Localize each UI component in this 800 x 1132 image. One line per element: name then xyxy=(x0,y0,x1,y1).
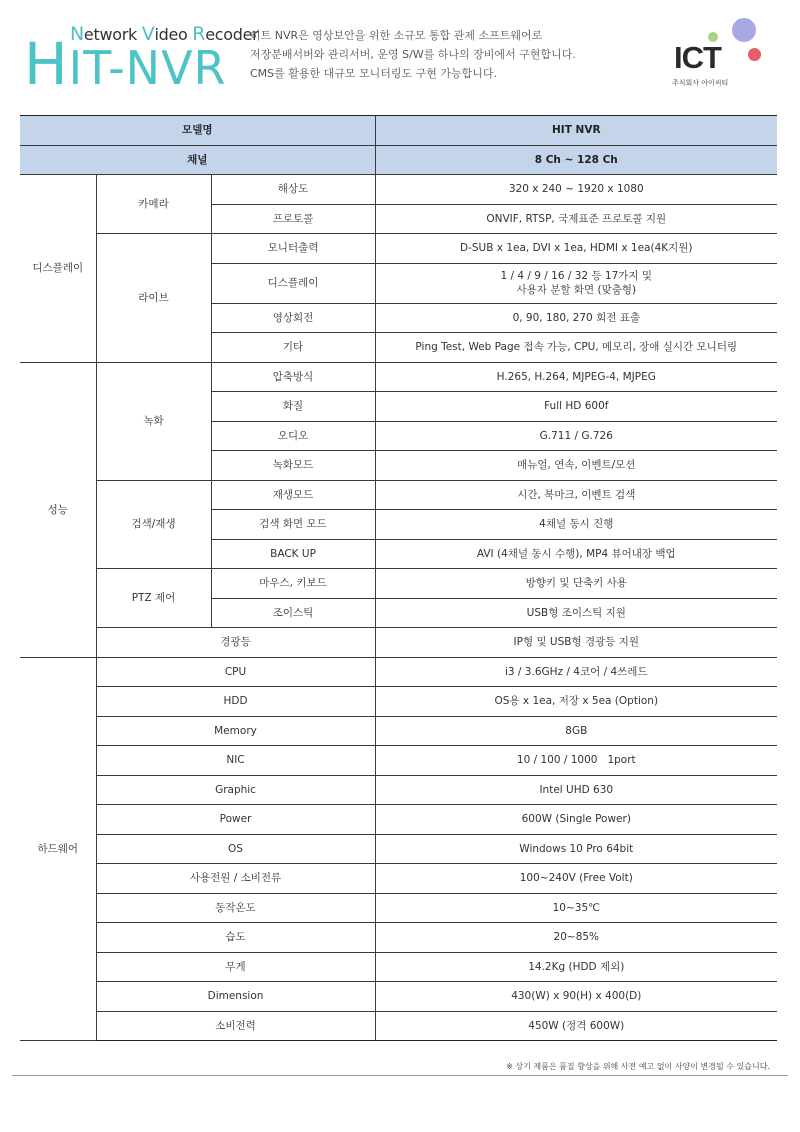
company-name: 주식회사 아이씨티 xyxy=(672,79,729,87)
spec-value: 시간, 북마크, 이벤트 검색 xyxy=(375,480,777,510)
spec-value: 320 x 240 ~ 1920 x 1080 xyxy=(375,175,777,205)
spec-value-line: 1 / 4 / 9 / 16 / 32 등 17가지 및 xyxy=(500,270,653,282)
intro-line: CMS를 활용한 대규모 모니터링도 구현 가능합니다. xyxy=(250,67,498,80)
group-live: 라이브 xyxy=(96,234,211,363)
spec-item: 디스플레이 xyxy=(211,263,375,303)
spec-item: CPU xyxy=(96,657,375,687)
group-ptz: PTZ 제어 xyxy=(96,569,211,628)
spec-value: 매뉴얼, 연속, 이벤트/모션 xyxy=(375,451,777,481)
category-display: 디스플레이 xyxy=(20,175,96,363)
spec-value-line: 사용자 분할 화면 (맞춤형) xyxy=(516,284,637,296)
category-performance: 성능 xyxy=(20,362,96,657)
spec-item: 재생모드 xyxy=(211,480,375,510)
channel-value: 8 Ch ~ 128 Ch xyxy=(375,145,777,175)
table-row xyxy=(20,716,777,746)
logo-dot-purple xyxy=(732,18,756,42)
spec-item: 동작온도 xyxy=(96,893,375,923)
table-row xyxy=(20,834,777,864)
spec-value: USB형 조이스틱 지원 xyxy=(375,598,777,628)
group-search: 검색/재생 xyxy=(96,480,211,569)
model-label: 모델명 xyxy=(20,116,375,146)
logo-title: HIT-NVR xyxy=(24,30,227,98)
spec-value: Full HD 600f xyxy=(375,392,777,422)
spec-value: 0, 90, 180, 270 회전 표출 xyxy=(375,303,777,333)
table-row xyxy=(20,657,777,687)
table-row xyxy=(20,775,777,805)
spec-value: IP형 및 USB형 경광등 지원 xyxy=(375,628,777,658)
spec-row-channel xyxy=(20,145,777,175)
spec-item: 압축방식 xyxy=(211,362,375,392)
spec-row-model xyxy=(20,116,777,146)
spec-value: 방향키 및 단축키 사용 xyxy=(375,569,777,599)
table-row xyxy=(20,175,777,205)
company-logo xyxy=(666,14,776,99)
spec-value: 100~240V (Free Volt) xyxy=(375,864,777,894)
table-row xyxy=(20,805,777,835)
spec-value: ONVIF, RTSP, 국제표준 프로토콜 지원 xyxy=(375,204,777,234)
company-wordmark: ICT xyxy=(674,40,721,75)
footnote-divider xyxy=(12,1075,788,1076)
table-row xyxy=(20,746,777,776)
spec-value: 600W (Single Power) xyxy=(375,805,777,835)
logo-subtitle: Network Video Recoder xyxy=(70,23,259,45)
channel-label: 채널 xyxy=(20,145,375,175)
spec-item: 마우스, 키보드 xyxy=(211,569,375,599)
spec-item: HDD xyxy=(96,687,375,717)
spec-item: 녹화모드 xyxy=(211,451,375,481)
table-row xyxy=(20,893,777,923)
spec-item: 기타 xyxy=(211,333,375,363)
spec-value: 10 / 100 / 1000 1port xyxy=(375,746,777,776)
spec-item: Memory xyxy=(96,716,375,746)
logo-dot-red xyxy=(748,48,761,61)
spec-value: Ping Test, Web Page 접속 가능, CPU, 메모리, 장애 실시간 모니터링 xyxy=(375,333,777,363)
intro-line: 저장분배서버와 관리서버, 운영 S/W를 하나의 장비에서 구현합니다. xyxy=(250,48,576,61)
table-row xyxy=(20,1011,777,1041)
spec-value: i3 / 3.6GHz / 4코어 / 4쓰레드 xyxy=(375,657,777,687)
table-row xyxy=(20,480,777,510)
spec-value: G.711 / G.726 xyxy=(375,421,777,451)
intro-line: 히트 NVR은 영상보안을 위한 소규모 통합 관제 소프트웨어로 xyxy=(250,29,543,42)
table-row xyxy=(20,952,777,982)
table-row xyxy=(20,569,777,599)
spec-item: Power xyxy=(96,805,375,835)
spec-value xyxy=(375,263,777,303)
table-row xyxy=(20,234,777,264)
spec-value: OS용 x 1ea, 저장 x 5ea (Option) xyxy=(375,687,777,717)
spec-value: 430(W) x 90(H) x 400(D) xyxy=(375,982,777,1012)
product-intro xyxy=(250,26,576,83)
spec-value: 10~35℃ xyxy=(375,893,777,923)
spec-value: 8GB xyxy=(375,716,777,746)
table-row xyxy=(20,982,777,1012)
spec-value: 4채널 동시 진행 xyxy=(375,510,777,540)
category-hardware: 하드웨어 xyxy=(20,657,96,1041)
spec-item: 오디오 xyxy=(211,421,375,451)
spec-value: 20~85% xyxy=(375,923,777,953)
footnote: ※ 상기 제품은 품질 향상을 위해 사전 예고 없이 사양이 변경될 수 있습니다. xyxy=(506,1062,770,1071)
spec-item: BACK UP xyxy=(211,539,375,569)
spec-item: Dimension xyxy=(96,982,375,1012)
spec-item: 습도 xyxy=(96,923,375,953)
product-logo xyxy=(24,18,259,98)
spec-item: NIC xyxy=(96,746,375,776)
spec-item: 소비전력 xyxy=(96,1011,375,1041)
group-record: 녹화 xyxy=(96,362,211,480)
spec-item: 화질 xyxy=(211,392,375,422)
spec-table xyxy=(20,115,777,1041)
spec-value: 14.2Kg (HDD 제외) xyxy=(375,952,777,982)
table-row xyxy=(20,362,777,392)
spec-value: 450W (정격 600W) xyxy=(375,1011,777,1041)
spec-item: 프로토콜 xyxy=(211,204,375,234)
spec-value: AVI (4채널 동시 수행), MP4 뷰어내장 백업 xyxy=(375,539,777,569)
spec-item: 모니터출력 xyxy=(211,234,375,264)
spec-value: Windows 10 Pro 64bit xyxy=(375,834,777,864)
table-row xyxy=(20,687,777,717)
model-value: HIT NVR xyxy=(375,116,777,146)
spec-item: 검색 화면 모드 xyxy=(211,510,375,540)
spec-item: 사용전원 / 소비전류 xyxy=(96,864,375,894)
spec-item: 경광등 xyxy=(96,628,375,658)
spec-item: OS xyxy=(96,834,375,864)
table-row xyxy=(20,628,777,658)
spec-value: H.265, H.264, MJPEG-4, MJPEG xyxy=(375,362,777,392)
group-camera: 카메라 xyxy=(96,175,211,234)
spec-item: 무게 xyxy=(96,952,375,982)
spec-item: 조이스틱 xyxy=(211,598,375,628)
spec-item: Graphic xyxy=(96,775,375,805)
table-row xyxy=(20,923,777,953)
spec-item: 해상도 xyxy=(211,175,375,205)
table-row xyxy=(20,864,777,894)
spec-value: D-SUB x 1ea, DVI x 1ea, HDMI x 1ea(4K지원) xyxy=(375,234,777,264)
spec-value: Intel UHD 630 xyxy=(375,775,777,805)
spec-item: 영상회전 xyxy=(211,303,375,333)
